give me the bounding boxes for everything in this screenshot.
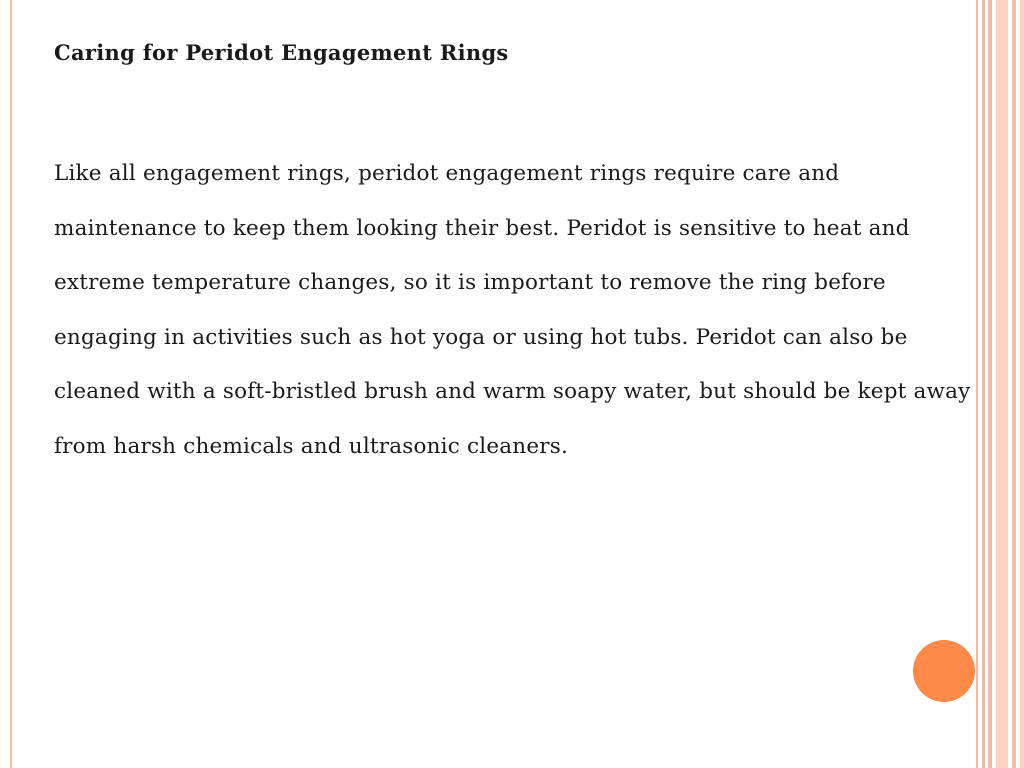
slide-title: Caring for Peridot Engagement Rings: [54, 40, 509, 65]
stripe: [1012, 0, 1016, 768]
slide-body: [54, 147, 972, 474]
stripe: [976, 0, 978, 768]
stripe: [996, 0, 1008, 768]
right-decorative-stripes: [976, 0, 1024, 768]
stripe: [982, 0, 985, 768]
body-paragraph: Like all engagement rings, peridot engagement rings require care and maintenance to keep them looking their best. Peridot is sensitive to heat and extreme temperature changes, so it is important to remove the ring before engaging in activities such as hot yoga or using hot tubs. Peridot can also be cleaned with a soft-bristled brush and warm soapy water, but should be kept away from harsh chemicals and ultrasonic cleaners.: [54, 161, 971, 459]
left-border-line: [10, 0, 12, 768]
stripe: [988, 0, 992, 768]
stripe: [1020, 0, 1024, 768]
decorative-orange-circle: [913, 640, 975, 702]
